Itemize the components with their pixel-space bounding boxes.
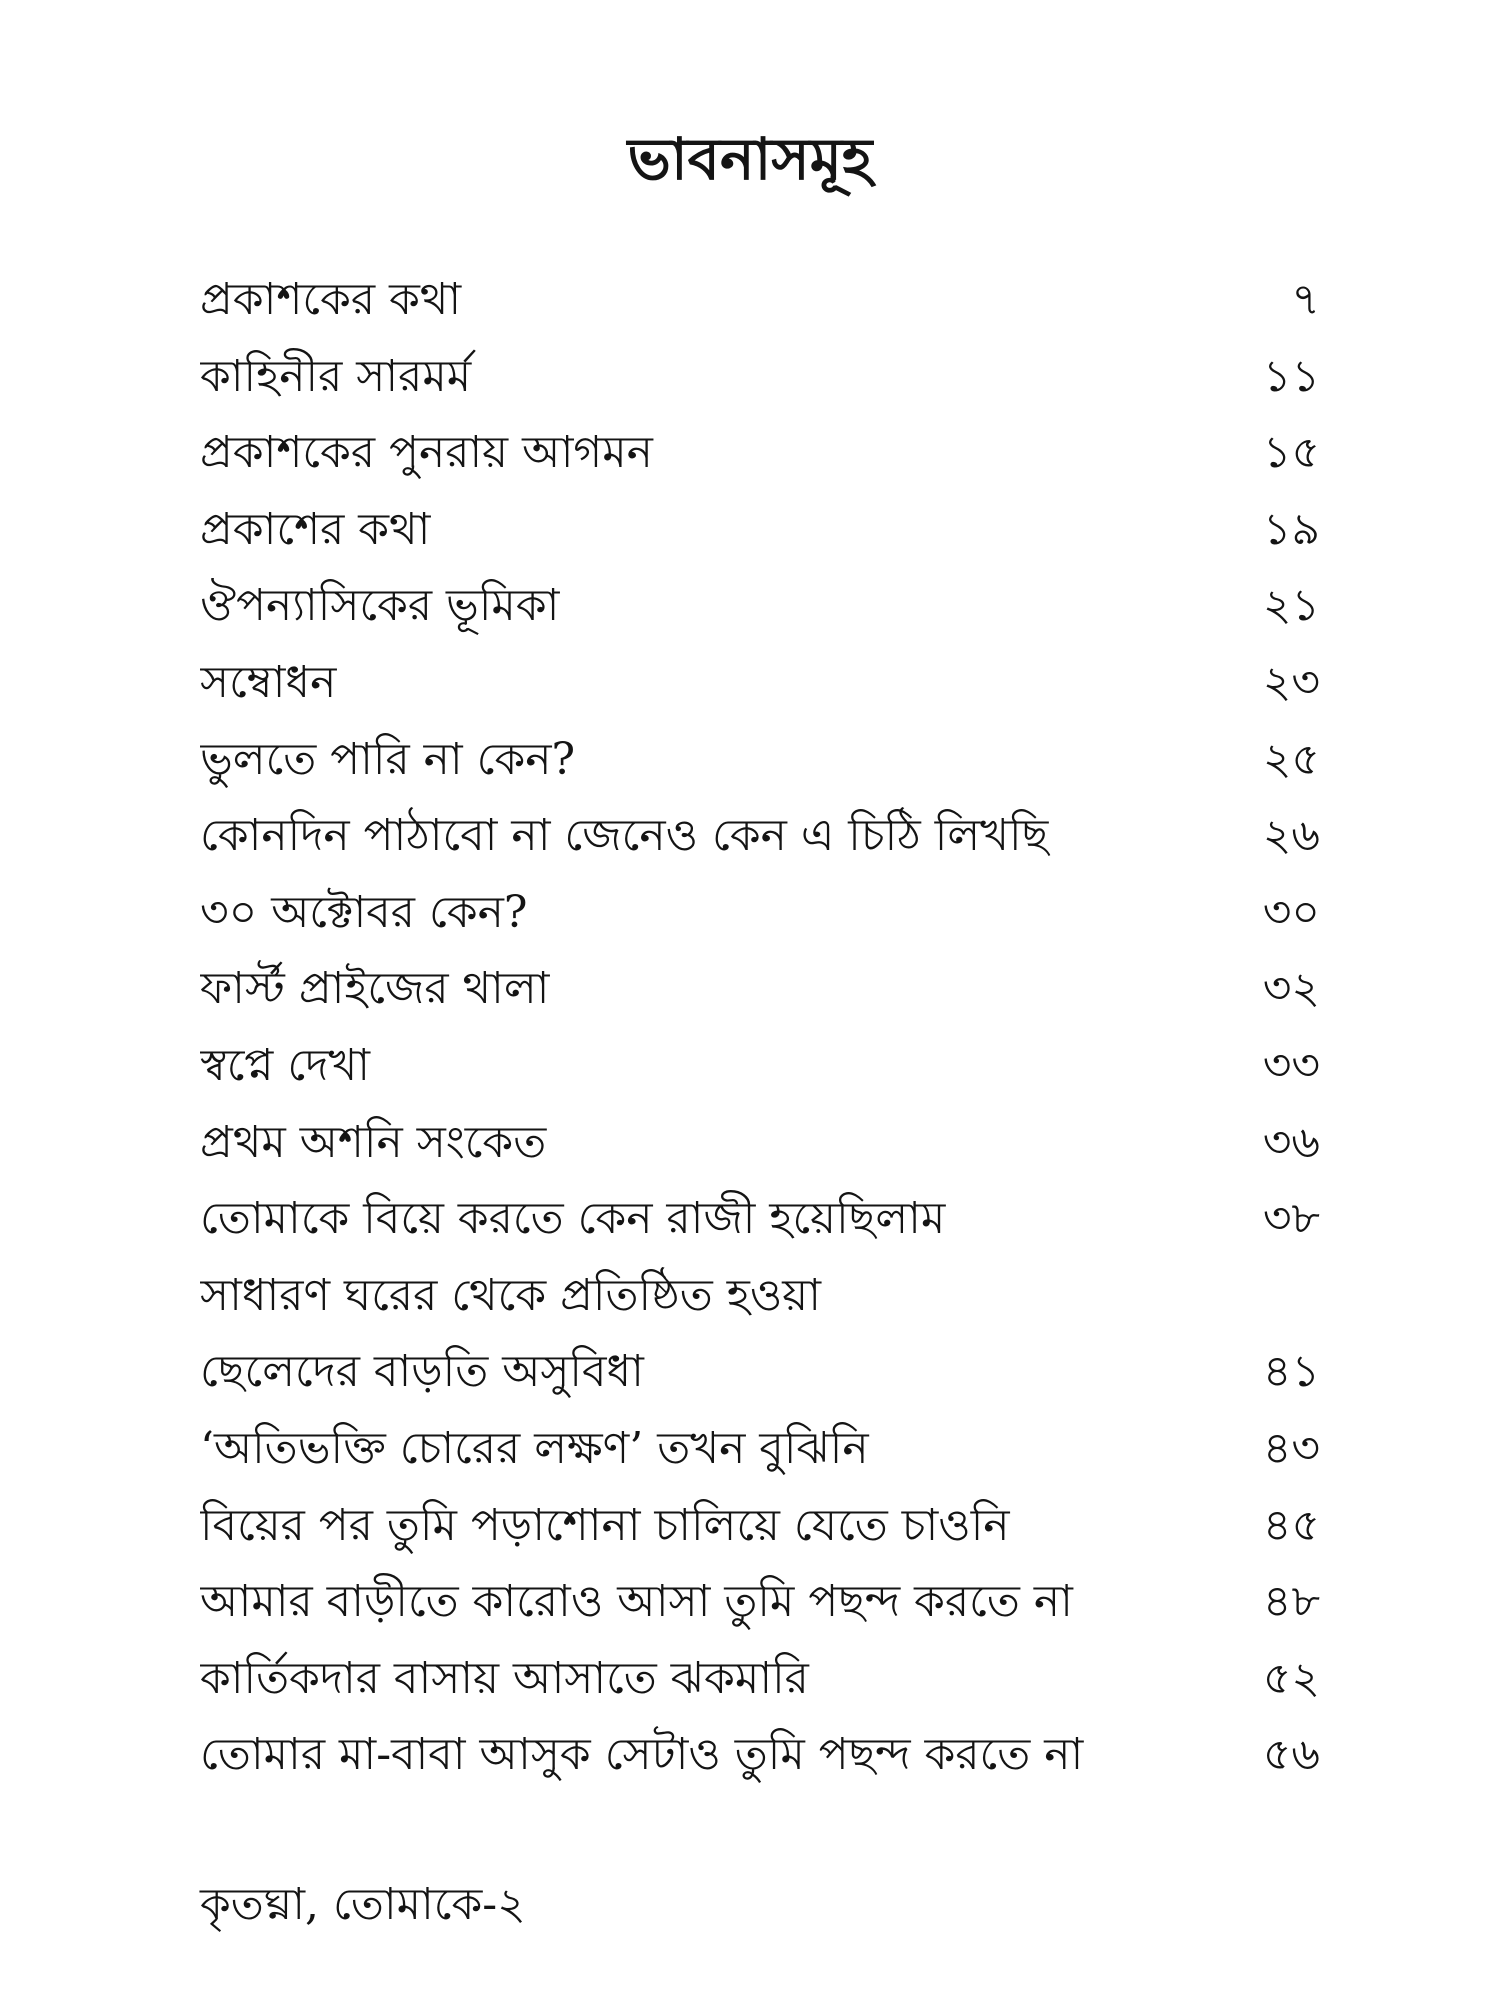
toc-entry-page-number: ৩৩ <box>1262 1039 1320 1091</box>
toc-entry-page-number: ১৫ <box>1262 427 1320 479</box>
toc-entry <box>200 262 1320 339</box>
page-footer: কৃতঘ্না, তোমাকে-২ <box>200 1879 526 1930</box>
toc-entry-page-number: ৩০ <box>1262 886 1320 938</box>
toc-entry-title: সাধারণ ঘরের থেকে প্রতিষ্ঠিত হওয়া <box>200 1269 821 1321</box>
toc-entry <box>200 1564 1320 1641</box>
toc-entry-title: কোনদিন পাঠাবো না জেনেও কেন এ চিঠি লিখছি <box>200 810 1049 862</box>
table-of-contents <box>200 262 1320 1794</box>
toc-entry <box>200 1028 1320 1105</box>
toc-entry-page-number: ৪৮ <box>1262 1576 1320 1628</box>
toc-entry-page-number: ৪৩ <box>1262 1422 1320 1474</box>
toc-entry <box>200 492 1320 569</box>
toc-entry-title: কার্তিকদার বাসায় আসাতে ঝকমারি <box>200 1652 809 1704</box>
toc-entry-title: বিয়ের পর তুমি পড়াশোনা চালিয়ে যেতে চাওনি <box>200 1499 1010 1551</box>
toc-entry <box>200 875 1320 952</box>
toc-entry <box>200 1717 1320 1794</box>
toc-entry <box>200 1334 1320 1411</box>
toc-entry <box>200 1641 1320 1718</box>
toc-entry-title: ফার্স্ট প্রাইজের থালা <box>200 963 550 1015</box>
toc-entry-page-number: ৪৫ <box>1262 1499 1320 1551</box>
toc-entry-page-number: ৪১ <box>1262 1346 1320 1398</box>
toc-entry-title: সম্বোধন <box>200 656 337 708</box>
toc-entry-page-number: ৩৮ <box>1262 1193 1320 1245</box>
toc-entry-page-number: ২৬ <box>1262 810 1320 862</box>
toc-entry-title: তোমার মা-বাবা আসুক সেটাও তুমি পছন্দ করতে না <box>200 1729 1084 1781</box>
toc-entry-title: ৩০ অক্টোবর কেন? <box>200 886 528 938</box>
toc-entry <box>200 1105 1320 1182</box>
toc-entry <box>200 1488 1320 1565</box>
toc-entry-title: তোমাকে বিয়ে করতে কেন রাজী হয়েছিলাম <box>200 1193 946 1245</box>
toc-entry <box>200 645 1320 722</box>
toc-entry-page-number: ২১ <box>1262 580 1320 632</box>
toc-entry-page-number: ৫২ <box>1262 1652 1320 1704</box>
toc-entry-title: স্বপ্নে দেখা <box>200 1039 371 1091</box>
toc-entry <box>200 951 1320 1028</box>
toc-entry-page-number: ১৯ <box>1262 503 1320 555</box>
toc-entry-title: ‘অতিভক্তি চোরের লক্ষণ’ তখন বুঝিনি <box>200 1422 869 1474</box>
toc-entry-page-number: ৫৬ <box>1262 1729 1320 1781</box>
toc-entry <box>200 1258 1320 1335</box>
toc-entry <box>200 1181 1320 1258</box>
toc-entry <box>200 722 1320 799</box>
toc-entry-title: ভুলতে পারি না কেন? <box>200 733 576 785</box>
toc-entry-title: প্রকাশকের কথা <box>200 274 462 325</box>
toc-entry-title: ঔপন্যাসিকের ভূমিকা <box>200 580 560 632</box>
toc-entry-title: প্রথম অশনি সংকেত <box>200 1116 547 1168</box>
toc-entry-title: ছেলেদের বাড়তি অসুবিধা <box>200 1346 644 1398</box>
toc-entry <box>200 568 1320 645</box>
toc-entry-page-number: ২৩ <box>1262 656 1320 708</box>
toc-entry <box>200 1411 1320 1488</box>
toc-entry <box>200 339 1320 416</box>
toc-entry-page-number: ১১ <box>1262 350 1320 402</box>
toc-entry <box>200 415 1320 492</box>
toc-entry-title: প্রকাশের কথা <box>200 503 431 555</box>
page-title: ভাবনাসমূহ <box>627 124 873 193</box>
toc-entry-title: প্রকাশকের পুনরায় আগমন <box>200 427 653 479</box>
toc-entry-title: আমার বাড়ীতে কারোও আসা তুমি পছন্দ করতে না <box>200 1576 1073 1628</box>
toc-entry <box>200 798 1320 875</box>
toc-entry-page-number: ৭ <box>1291 274 1320 325</box>
toc-entry-page-number: ৩২ <box>1262 963 1320 1015</box>
toc-entry-title: কাহিনীর সারমর্ম <box>200 350 472 402</box>
toc-entry-page-number: ৩৬ <box>1262 1116 1320 1168</box>
toc-entry-page-number: ২৫ <box>1262 733 1320 785</box>
